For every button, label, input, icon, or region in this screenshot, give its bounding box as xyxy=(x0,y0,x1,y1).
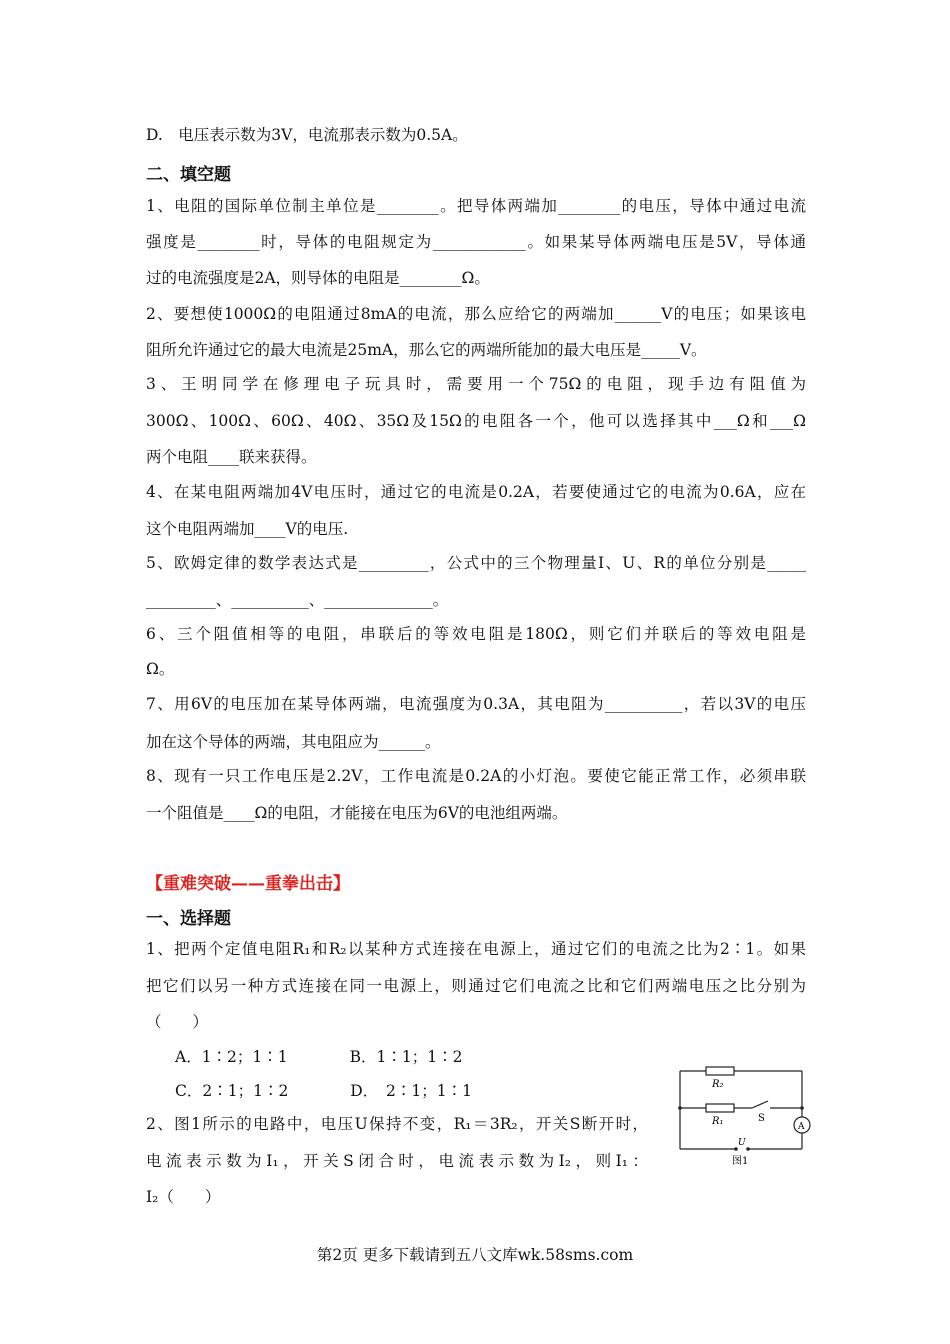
c2-line-2: 电流表示数为I₁，开关S闭合时，电流表示数为I₂，则I₁： xyxy=(146,1152,648,1170)
q6-line-2: Ω。 xyxy=(146,660,175,678)
page-footer: 第2页 更多下载请到五八文库wk.58sms.com xyxy=(316,1246,634,1264)
q3-line-2: 300Ω、100Ω、60Ω、40Ω、35Ω及15Ω的电阻各一个，他可以选择其中___Ω和___Ω xyxy=(146,412,806,430)
q3-line-1: 3、王明同学在修理电子玩具时，需要用一个75Ω的电阻，现手边有阻值为 xyxy=(146,375,806,393)
c2-line-1: 2、图1所示的电路中，电压U保持不变，R₁＝3R₂，开关S断开时， xyxy=(146,1115,648,1133)
q7-line-2: 加在这个导体的两端，其电阻应为______。 xyxy=(146,733,441,751)
q1-line-3: 过的电流强度是2A，则导体的电阻是________Ω。 xyxy=(146,269,490,287)
circuit-figure xyxy=(672,1065,822,1175)
c1-options-ab: A．1∶2；1∶1 B．1∶1；1∶2 xyxy=(175,1048,463,1066)
fill-in-heading: 二、填空题 xyxy=(146,165,231,185)
ammeter-label: A xyxy=(798,1122,805,1132)
q7-line-1: 7、用6V的电压加在某导体两端，电流强度为0.3A，其电阻为__________，若以3V的电压 xyxy=(146,695,806,713)
q8-line-1: 8、现有一只工作电压是2.2V，工作电流是0.2A的小灯泡。要使它能正常工作，必须串联 xyxy=(146,767,806,785)
q2-line-1: 2、要想使1000Ω的电阻通过8mA的电流，那么应给它的两端加______V的电压；如果该电 xyxy=(146,305,806,323)
q8-line-2: 一个阻值是____Ω的电阻，才能接在电压为6V的电池组两端。 xyxy=(146,804,568,822)
q6-line-1: 6、三个阻值相等的电阻，串联后的等效电阻是180Ω，则它们并联后的等效电阻是 xyxy=(146,625,806,643)
q4-line-1: 4、在某电阻两端加4V电压时，通过它的电流是0.2A，若要使通过它的电流为0.6A，应在 xyxy=(146,483,806,501)
q4-line-2: 这个电阻两端加____V的电压. xyxy=(146,520,349,538)
switch-label: S xyxy=(758,1113,765,1124)
c1-options-cd: C．2∶1；1∶2 D． 2∶1；1∶1 xyxy=(175,1082,472,1100)
option-d: D. 电压表示数为3V，电流那表示数为0.5A。 xyxy=(146,126,468,144)
r1-label: R₁ xyxy=(712,1116,724,1127)
q1-line-2: 强度是________时，导体的电阻规定为____________。如果某导体两端电压是5V，导体通 xyxy=(146,233,806,251)
c2-line-3: I₂（ ） xyxy=(146,1188,221,1206)
voltage-label: U xyxy=(738,1138,746,1148)
c1-line-3: （ ） xyxy=(146,1013,209,1031)
r2-label: R₂ xyxy=(712,1079,724,1090)
q3-line-3: 两个电阻____联来获得。 xyxy=(146,448,317,466)
c1-line-1: 1、把两个定值电阻R₁和R₂以某种方式连接在电源上，通过它们的电流之比为2∶1。如果 xyxy=(146,940,806,958)
q5-line-1: 5、欧姆定律的数学表达式是_________，公式中的三个物理量I、U、R的单位分别是_____ xyxy=(146,554,806,572)
c1-line-2: 把它们以另一种方式连接在同一电源上，则通过它们电流之比和它们两端电压之比分别为 xyxy=(146,977,806,995)
q1-line-1: 1、电阻的国际单位制主单位是________。把导体两端加________的电压，导体中通过电流 xyxy=(146,197,806,215)
figure-caption: 图1 xyxy=(732,1156,749,1167)
section-heading: 【重难突破——重拳出击】 xyxy=(146,874,350,894)
q5-line-2: _________、__________、______________。 xyxy=(146,591,449,609)
q2-line-2: 阻所允许通过它的最大电流是25mA，那么它的两端所能加的最大电压是_____V。 xyxy=(146,341,707,359)
choice-heading: 一、选择题 xyxy=(146,909,231,929)
